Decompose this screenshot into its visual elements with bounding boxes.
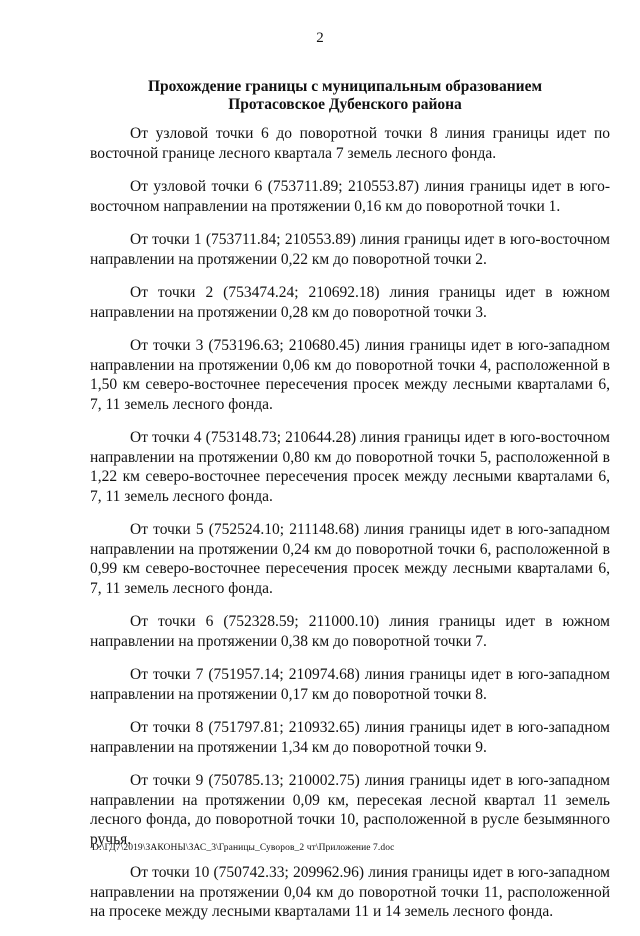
paragraph-point-8: От точки 8 (751797.81; 210932.65) линия границы идет в юго-западном направлении на протяжении 1,34 км до поворотной точки 9. <box>90 719 610 756</box>
heading-line-2: Протасовское Дубенского района <box>228 96 462 113</box>
paragraph-point-2: От точки 2 (753474.24; 210692.18) линия границы идет в южном направлении на протяжении 0,28 км до поворотной точки 3. <box>90 284 610 321</box>
document-body <box>90 124 610 936</box>
paragraph-point-9: От точки 9 (750785.13; 210002.75) линия границы идет в юго-западном направлении на протяжении 0,09 км, пересекая лесной квартал 11 земель лесного фонда, до поворотной точки 10, расположенной в русле безымянного ручья. <box>90 772 610 848</box>
paragraph-point-5: От точки 5 (752524.10; 211148.68) линия границы идет в юго-западном направлении на протяжении 0,24 км до поворотной точки 6, расположенной в 0,99 км северо-восточнее пересечения просек между лесными кварталами 6, 7, 11 земель лесного фонда. <box>90 521 610 597</box>
paragraph-point-4: От точки 4 (753148.73; 210644.28) линия границы идет в юго-восточном направлении на протяжении 0,80 км до поворотной точки 5, расположенной в 1,22 км северо-восточнее пересечения просек между лесными кварталами 6, 7, 11 земель лесного фонда. <box>90 429 610 505</box>
heading-line-1: Прохождение границы с муниципальным образованием <box>147 78 543 95</box>
paragraph-node-6-coords: От узловой точки 6 (753711.89; 210553.87) линия границы идет в юго-восточном направлении на протяжении 0,16 км до поворотной точки 1. <box>90 178 610 215</box>
paragraph-point-10: От точки 10 (750742.33; 209962.96) линия границы идет в юго-западном направлении на протяжении 0,04 км до поворотной точки 11, расположенной на просеке между лесными кварталами 11 и 14 земель лесного фонда. <box>90 864 610 920</box>
paragraph-point-7: От точки 7 (751957.14; 210974.68) линия границы идет в юго-западном направлении на протяжении 0,17 км до поворотной точки 8. <box>90 666 610 703</box>
paragraph-node-6: От узловой точки 6 до поворотной точки 8 линия границы идет по восточной границе лесного квартала 7 земель лесного фонда. <box>90 125 610 162</box>
paragraph-point-6: От точки 6 (752328.59; 211000.10) линия границы идет в южном направлении на протяжении 0,38 км до поворотной точки 7. <box>90 613 610 650</box>
document-heading <box>90 78 600 114</box>
footer-file-path: D:\ГД7\2019\ЗАКОНЫ\ЗАС_3\Границы_Суворов_2 чт\Приложение 7.doc <box>92 843 395 853</box>
paragraph-point-3: От точки 3 (753196.63; 210680.45) линия границы идет в юго-западном направлении на протяжении 0,06 км до поворотной точки 4, расположенной в 1,50 км северо-восточнее пересечения просек между лесными кварталами 6, 7, 11 земель лесного фонда. <box>90 337 610 413</box>
page-number: 2 <box>316 30 324 46</box>
paragraph-point-1: От точки 1 (753711.84; 210553.89) линия границы идет в юго-восточном направлении на протяжении 0,22 км до поворотной точки 2. <box>90 231 610 268</box>
